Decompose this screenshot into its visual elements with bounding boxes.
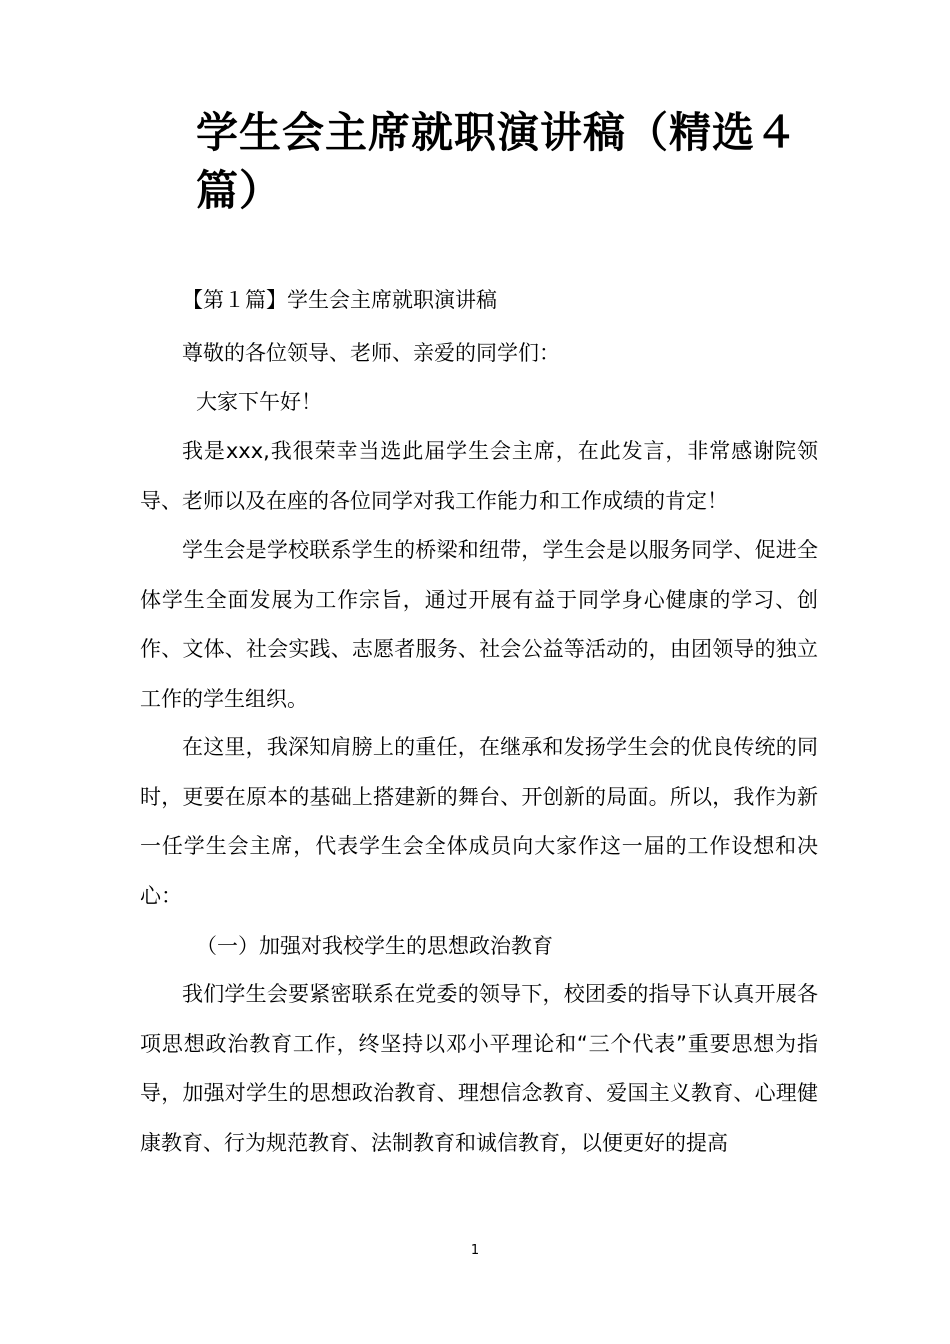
body-block-4 bbox=[140, 970, 818, 1168]
body-block-3 bbox=[140, 723, 818, 921]
greeting: 大家下午好！ bbox=[196, 390, 322, 414]
paragraph: 学生会是学校联系学生的桥梁和纽带，学生会是以服务同学、促进全体学生全面发展为工作宗旨，通过开展有益于同学身心健康的学习、创作、文体、社会实践、志愿者服务、社会公益等活动的，由团领导的独立工作的学生组织。 bbox=[140, 538, 818, 711]
body-block-1 bbox=[140, 427, 818, 526]
paragraph: 我们学生会要紧密联系在党委的领导下，校团委的指导下认真开展各项思想政治教育工作，终坚持以邓小平理论和“三个代表”重要思想为指导，加强对学生的思想政治教育、理想信念教育、爱国主义教育、心理健康教育、行为规范教育、法制教育和诚信教育，以便更好的提高 bbox=[140, 982, 818, 1155]
paragraph: 在这里，我深知肩膀上的重任，在继承和发扬学生会的优良传统的同时，更要在原本的基础上搭建新的舞台、开创新的局面。所以，我作为新一任学生会主席，代表学生会全体成员向大家作这一届的工作设想和决心： bbox=[140, 735, 818, 908]
salutation: 尊敬的各位领导、老师、亲爱的同学们： bbox=[182, 341, 560, 365]
page-number: 1 bbox=[470, 1243, 480, 1258]
document-title: 学生会主席就职演讲稿（精选４篇） bbox=[196, 108, 799, 215]
paragraph: 我是xxx,我很荣幸当选此届学生会主席，在此发言，非常感谢院领导、老师以及在座的各位同学对我工作能力和工作成绩的肯定！ bbox=[140, 439, 818, 513]
subheading: （一）加强对我校学生的思想政治教育 bbox=[196, 934, 553, 958]
section-heading: 【第１篇】学生会主席就职演讲稿 bbox=[182, 288, 497, 312]
body-block-2 bbox=[140, 526, 818, 724]
